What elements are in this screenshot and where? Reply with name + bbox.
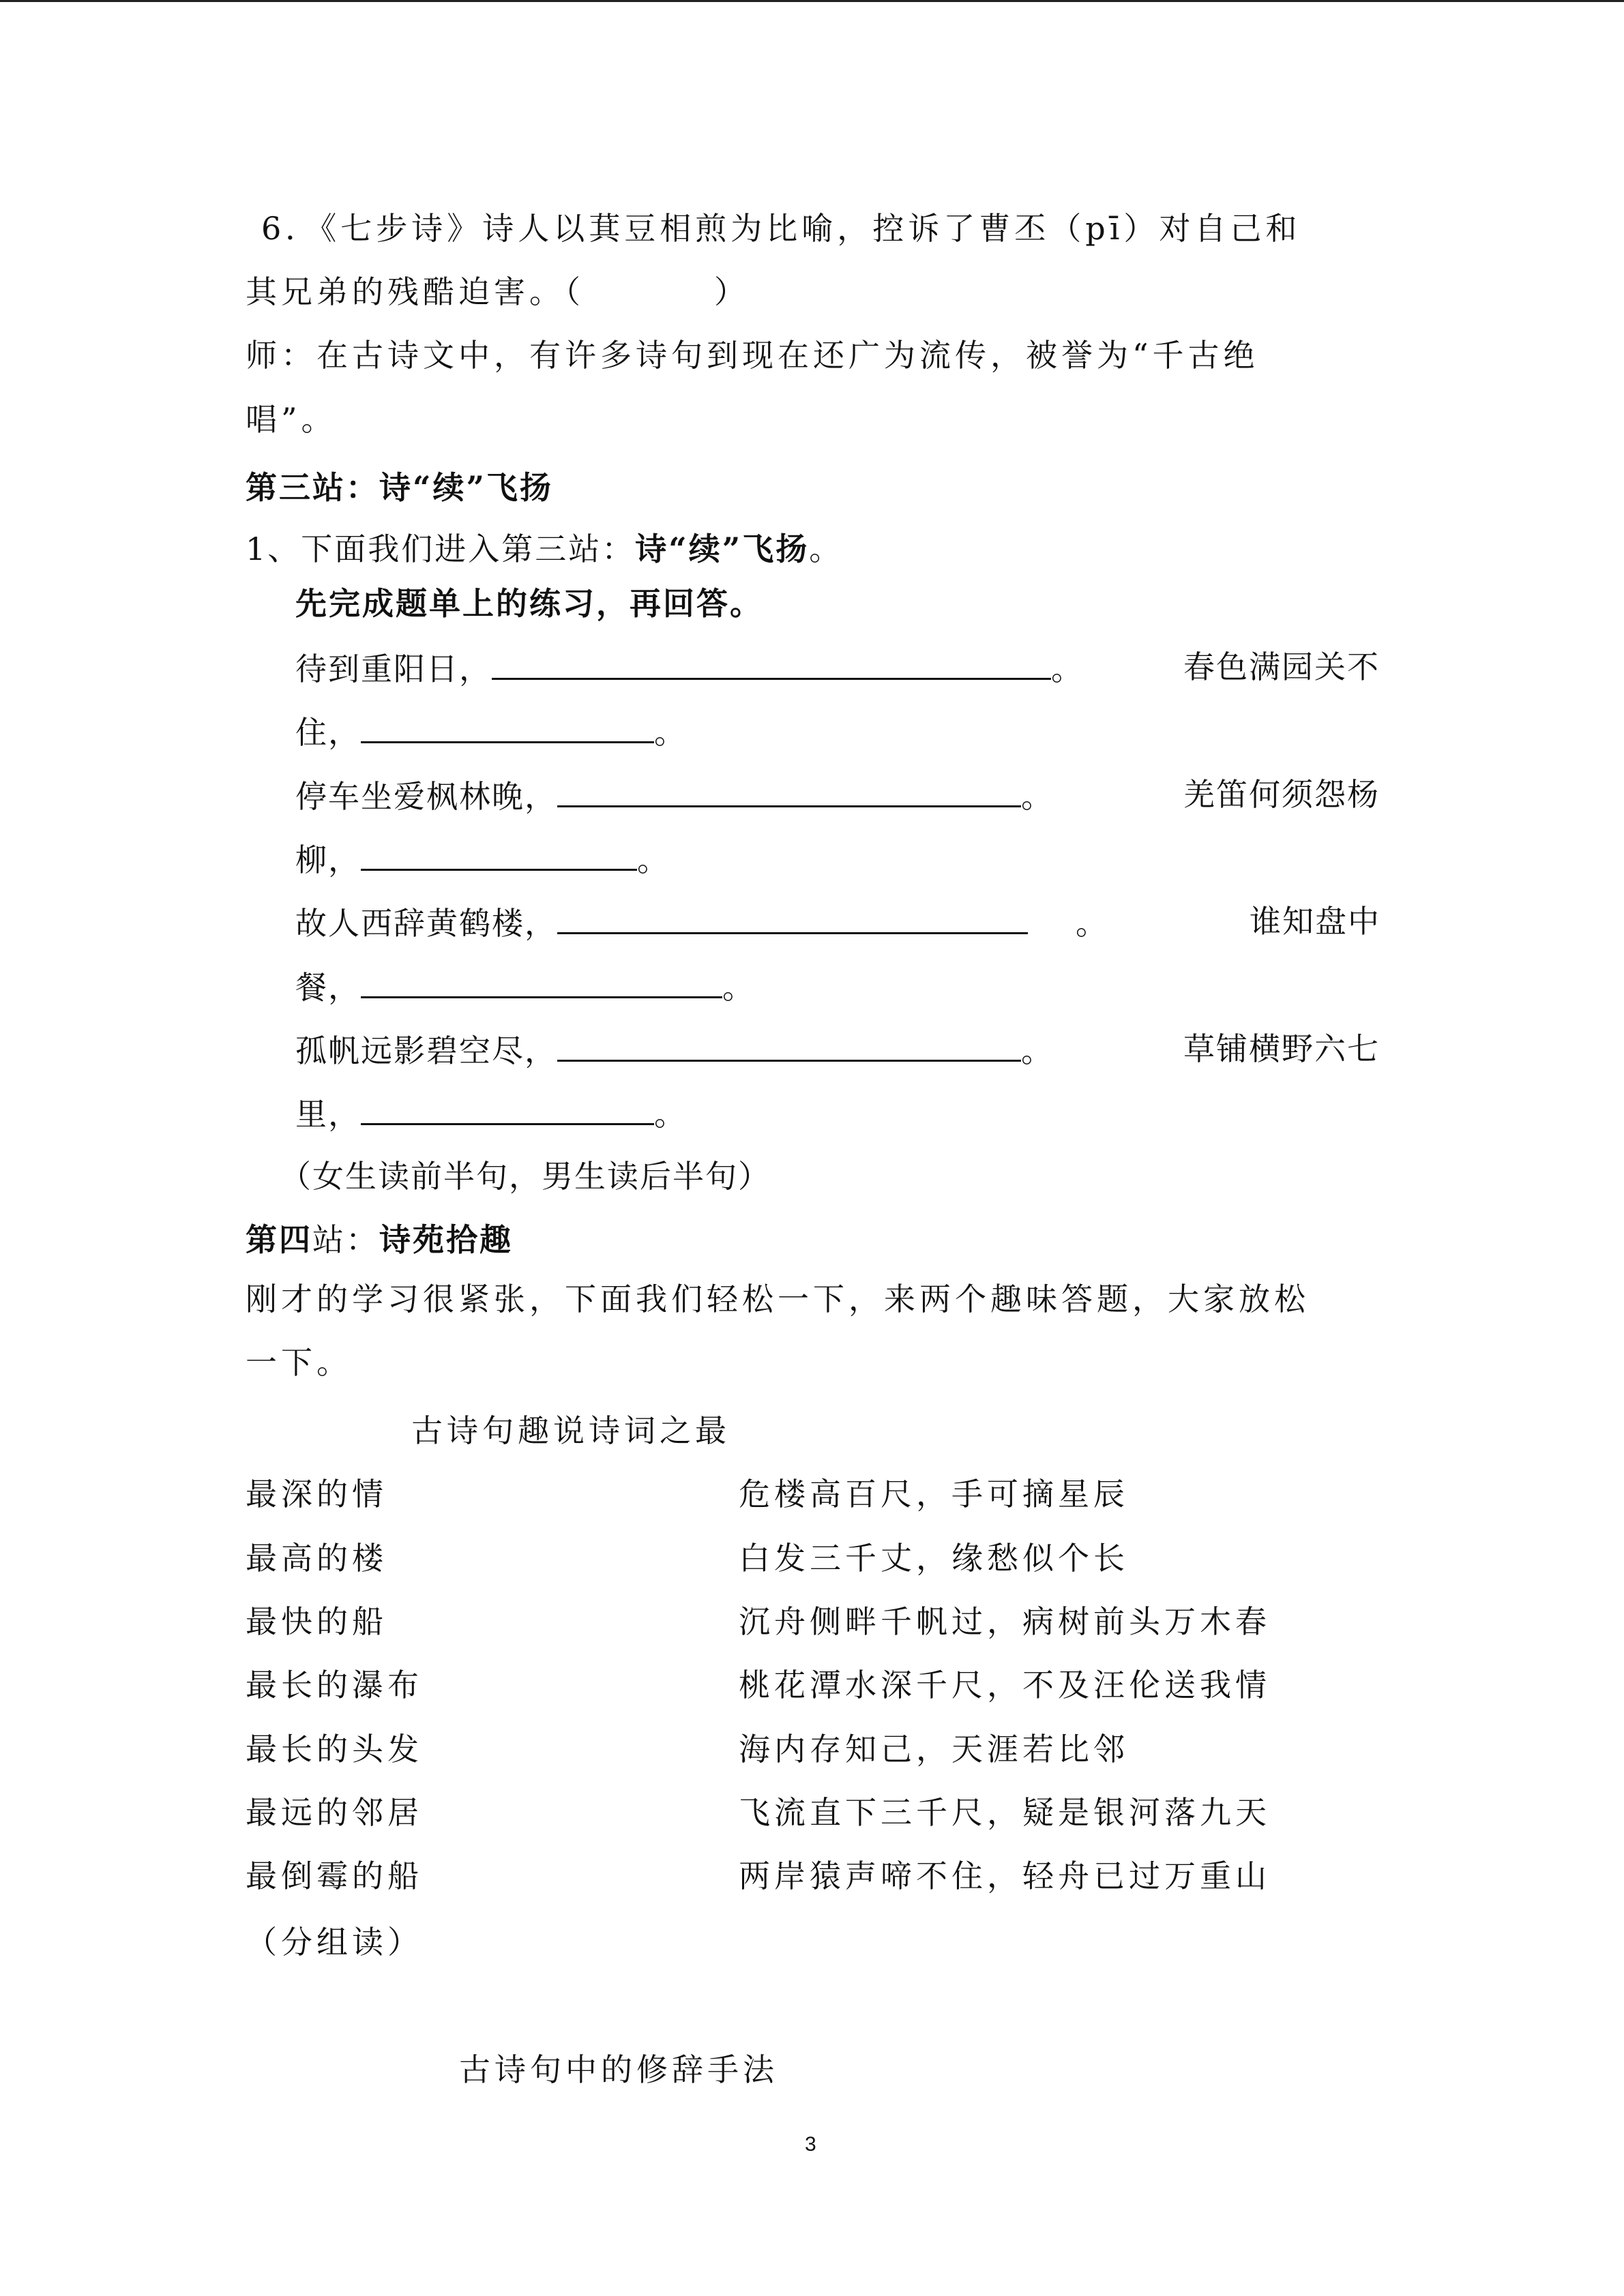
left-item: 最远的邻居 bbox=[246, 1794, 423, 1831]
right-item: 飞流直下三千尺，疑是银河落九天 bbox=[739, 1794, 1271, 1831]
station-3-intro-text: 1、下面我们进入第三站： bbox=[246, 531, 636, 567]
fill-blank[interactable] bbox=[557, 1030, 1021, 1062]
left-item: 最深的情 bbox=[246, 1476, 387, 1512]
station-4-intro-1: 刚才的学习很紧张，下面我们轻松一下，来两个趣味答题，大家放松 bbox=[246, 1281, 1310, 1317]
station-4-intro-2: 一下。 bbox=[246, 1344, 352, 1381]
right-item: 桃花潭水深千尺，不及汪伦送我情 bbox=[739, 1667, 1271, 1703]
teacher-line-2: 唱”。 bbox=[246, 401, 337, 438]
poem-item-3 bbox=[295, 902, 1108, 942]
poem-item-end: 。 bbox=[1021, 1032, 1054, 1069]
poem-item-lead: 里， bbox=[295, 1096, 361, 1133]
poem-item-4 bbox=[295, 1030, 1054, 1070]
reading-note: （女生读前半句，男生读后半句） bbox=[280, 1158, 771, 1195]
page-number: 3 bbox=[805, 2133, 816, 2156]
rhetoric-subtitle: 古诗句中的修辞手法 bbox=[459, 2051, 778, 2088]
poem-item-lead: 餐， bbox=[295, 969, 361, 1006]
right-item: 海内存知己，天涯若比邻 bbox=[739, 1731, 1129, 1768]
poem-item-3-cont bbox=[295, 966, 755, 1007]
station-3-title: 第三站：诗“续”飞扬 bbox=[246, 469, 553, 506]
station-4-title-c: 诗苑拾趣 bbox=[379, 1221, 513, 1258]
left-item: 最长的头发 bbox=[246, 1731, 423, 1768]
left-item: 最快的船 bbox=[246, 1603, 387, 1640]
poem-item-end: 。 bbox=[1021, 778, 1054, 815]
right-item: 沉舟侧畔千帆过，病树前头万木春 bbox=[739, 1603, 1271, 1640]
poem-item-4-next: 草铺横野六七 bbox=[1183, 1030, 1380, 1067]
fill-blank[interactable] bbox=[361, 966, 722, 998]
fill-blank[interactable] bbox=[361, 839, 637, 871]
poem-item-1-cont bbox=[295, 711, 687, 751]
poem-item-lead: 住， bbox=[295, 714, 361, 751]
poem-item-end: 。 bbox=[654, 1096, 687, 1133]
fill-blank[interactable] bbox=[361, 711, 654, 743]
station-3-instruction: 先完成题单上的练习，再回答。 bbox=[295, 585, 763, 622]
question-6-paren: ） bbox=[714, 273, 750, 310]
left-item: 最长的瀑布 bbox=[246, 1667, 423, 1703]
right-item: 两岸猿声啼不住，轻舟已过万重山 bbox=[739, 1858, 1271, 1894]
poem-item-2-cont bbox=[295, 839, 670, 879]
poem-item-1-next: 春色满园关不 bbox=[1183, 648, 1380, 685]
fill-blank[interactable] bbox=[361, 1093, 654, 1125]
poem-item-1 bbox=[295, 648, 1084, 688]
station-3-intro-bold: 诗“续”飞扬 bbox=[635, 531, 810, 567]
fill-blank[interactable] bbox=[557, 902, 1028, 934]
poem-item-2-next: 羌笛何须怨杨 bbox=[1183, 776, 1380, 813]
right-item: 危楼高百尺，手可摘星辰 bbox=[739, 1476, 1129, 1512]
station-3-intro bbox=[246, 530, 842, 568]
poem-item-end: 。 bbox=[722, 969, 755, 1006]
station-4-title-a: 第四 bbox=[246, 1221, 312, 1258]
poem-item-4-cont bbox=[295, 1093, 687, 1133]
poem-item-2 bbox=[295, 775, 1054, 816]
question-6-line-1: 6．《七步诗》诗人以萁豆相煎为比喻，控诉了曹丕（pī）对自己和 bbox=[261, 210, 1301, 247]
fill-blank[interactable] bbox=[492, 648, 1051, 680]
station-4-title-b: 站： bbox=[312, 1221, 379, 1258]
left-item: 最倒霉的船 bbox=[246, 1858, 423, 1894]
poem-item-lead: 柳， bbox=[295, 841, 361, 878]
poem-item-lead: 停车坐爱枫林晚， bbox=[295, 778, 557, 815]
teacher-line-1: 师：在古诗文中，有许多诗句到现在还广为流传，被誉为“千古绝 bbox=[246, 337, 1259, 374]
group-reading-note: （分组读） bbox=[246, 1924, 423, 1960]
poem-item-end: 。 bbox=[637, 841, 670, 878]
question-6-line-2 bbox=[246, 273, 750, 311]
station-3-intro-end: 。 bbox=[809, 531, 843, 567]
fill-blank[interactable] bbox=[557, 775, 1021, 807]
right-item: 白发三千丈，缘愁似个长 bbox=[739, 1540, 1129, 1577]
poem-item-end: 。 bbox=[1051, 651, 1084, 687]
superlatives-subtitle: 古诗句趣说诗词之最 bbox=[411, 1412, 730, 1449]
poem-item-lead: 孤帆远影碧空尽， bbox=[295, 1032, 557, 1069]
poem-item-3-next: 谁知盘中 bbox=[1250, 903, 1381, 940]
poem-item-lead: 故人西辞黄鹤楼， bbox=[295, 905, 557, 942]
poem-item-end: 。 bbox=[654, 714, 687, 751]
question-6-text: 其兄弟的残酷迫害。（ bbox=[246, 273, 585, 310]
poem-item-lead: 待到重阳日， bbox=[295, 651, 492, 687]
station-4-title bbox=[246, 1221, 513, 1259]
left-item: 最高的楼 bbox=[246, 1540, 387, 1577]
poem-item-end: 。 bbox=[1076, 905, 1108, 942]
